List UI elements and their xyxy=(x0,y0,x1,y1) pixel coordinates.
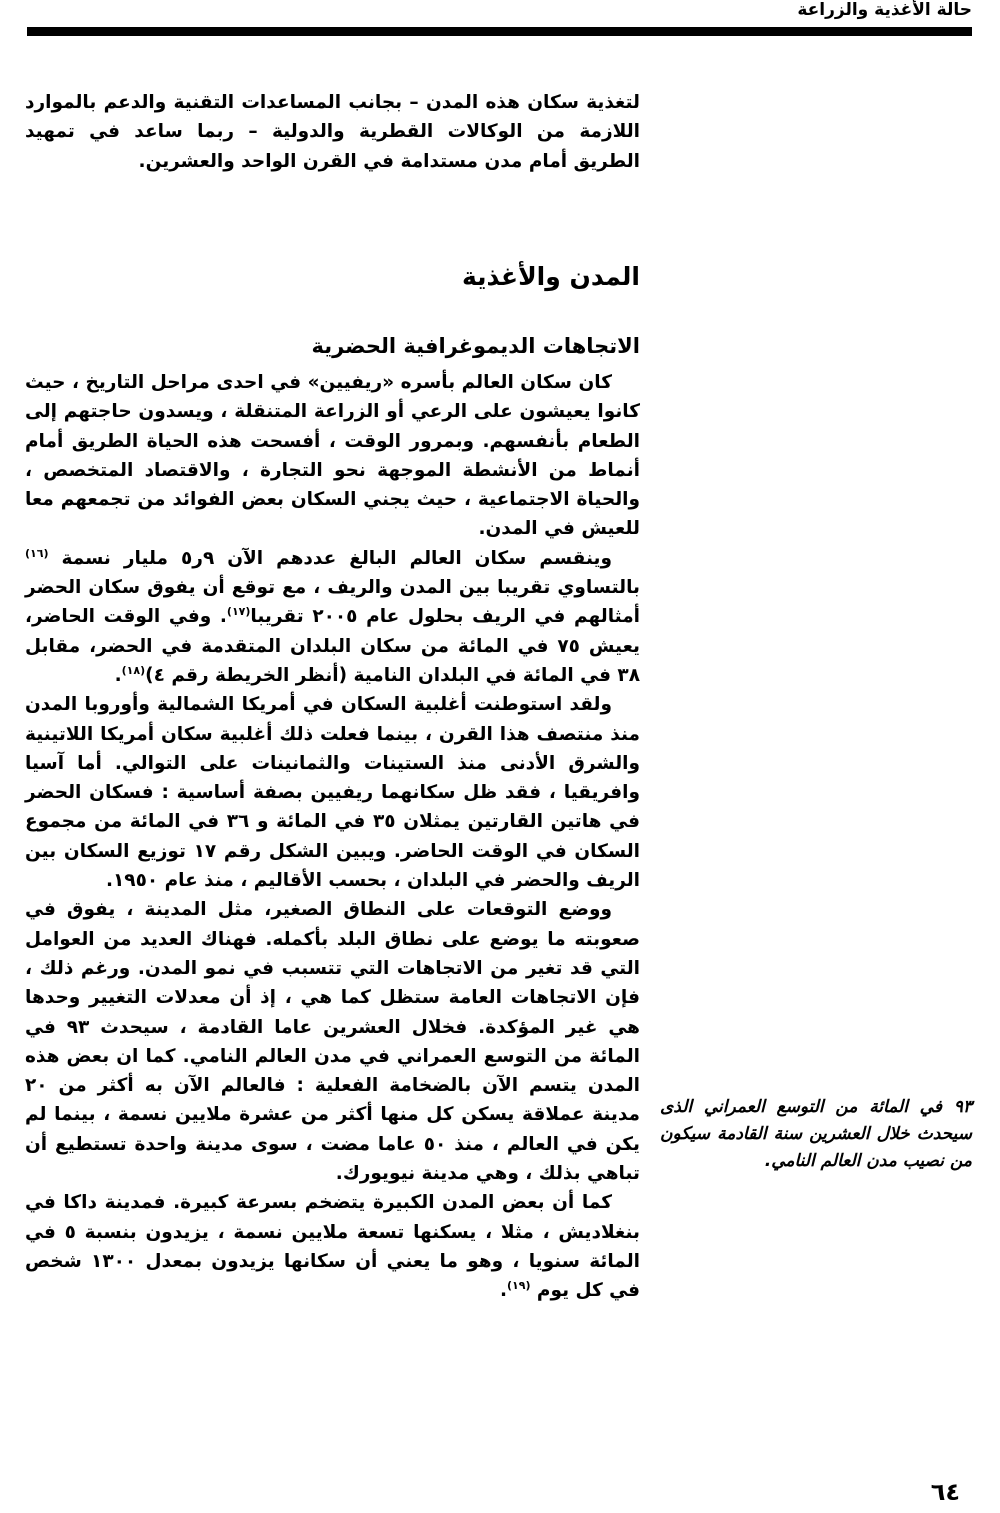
body-paragraph-2 xyxy=(25,544,640,690)
header-rule xyxy=(27,27,972,36)
page-number: ٦٤ xyxy=(930,1478,960,1506)
running-header-title: حالة الأغذية والزراعة xyxy=(797,0,972,20)
body-text xyxy=(25,368,640,1306)
footnote-ref-19: (١٩) xyxy=(506,1279,531,1293)
body-paragraph-4: ووضع التوقعات على النطاق الصغير، مثل المدينة ، يفوق في صعوبته ما يوضع على نطاق البلد بأكمله. فهناك العديد من العوامل التي قد تغير من الاتجاهات التي تتسبب في نمو المدن. ورغم ذلك ، فإن الاتجاهات العامة ستظل كما هي ، إذ أن معدلات التغيير وحدها هي غير المؤكدة. فخلال العشرين عاما القادمة ، سيحدث ٩٣ في المائة من التوسع العمراني في مدن العالم النامي. كما ان بعض هذه المدن يتسم الآن بالضخامة الفعلية : فالعالم الآن به أكثر من ٢٠ مدينة عملاقة يسكن كل منها أكثر من عشرة ملايين نسمة ، بينما لم يكن في العالم ، منذ ٥٠ عاما مضت ، سوى مدينة واحدة تستطيع أن تباهي بذلك ، وهي مدينة نيويورك. xyxy=(25,899,640,1185)
body-paragraph-3: ولقد استوطنت أغلبية السكان في أمريكا الشمالية وأوروبا المدن منذ منتصف هذا القرن ، بينما فعلت ذلك أغلبية سكان أمريكا اللاتينية والشرق الأدنى منذ الستينات والثمانينات على التوالي. أما آسيا وافريقيا ، فقد ظل سكانهما ريفيين بصفة أساسية : فسكان الحضر في هاتين القارتين يمثلان ٣٥ في المائة و ٣٦ في المائة من مجموع السكان في الوقت الحاضر. ويبين الشكل رقم ١٧ توزيع السكان بين الريف والحضر في البلدان ، بحسب الأقاليم ، منذ عام ١٩٥٠. xyxy=(25,694,640,892)
footnote-ref-18: (١٨) xyxy=(121,663,146,677)
paragraph-text: وينقسم سكان العالم البالغ عددهم الآن ٩ر٥ مليار نسمة xyxy=(48,547,612,569)
paragraph-text: . xyxy=(499,1280,507,1302)
body-paragraph-5 xyxy=(25,1188,640,1305)
section-subtitle: الاتجاهات الديموغرافية الحضرية xyxy=(311,334,640,358)
footnote-ref-16: (١٦) xyxy=(25,546,49,560)
body-paragraph-1: كان سكان العالم بأسره «ريفيين» في احدى مراحل التاريخ ، حيث كانوا يعيشون على الرعي أو الزراعة المتنقلة ، ويسدون حاجتهم إلى الطعام بأنفسهم. وبمرور الوقت ، أفسحت هذه الحياة الطريق أمام أنماط من الأنشطة الموجهة نحو التجارة ، والاقتصاد المتخصص ، والحياة الاجتماعية ، حيث يجني السكان بعض الفوائد من تجمعهم معا للعيش في المدن. xyxy=(25,372,640,540)
intro-block xyxy=(25,88,640,176)
paragraph-text: . xyxy=(114,664,122,686)
footnote-ref-17: (١٧) xyxy=(226,605,251,619)
paragraph-text: . وفي الوقت الحاضر، يعيش ٧٥ في المائة من سكان البلدان المتقدمة في الحضر، مقابل ٣٨ في المائة في البلدان النامية (أنظر الخريطة رقم ٤) xyxy=(25,606,640,686)
intro-paragraph: لتغذية سكان هذه المدن – بجانب المساعدات التقنية والدعم بالموارد اللازمة من الوكالات القطرية والدولية – ربما ساعد في تمهيد الطريق أمام مدن مستدامة في القرن الواحد والعشرين. xyxy=(25,92,640,172)
section-title: المدن والأغذية xyxy=(462,262,640,291)
paragraph-text: بالتساوي تقريبا بين المدن والريف ، مع توقع أن يفوق سكان الحضر أمثالهم في الريف بحلول عام ٢٠٠٥ تقريبا xyxy=(25,577,640,628)
pull-quote: ٩٣ في المائة من التوسع العمراني الذى سيحدث خلال العشرين سنة القادمة سيكون من نصيب مدن العالم النامي. xyxy=(660,1097,972,1171)
paragraph-text: كما أن بعض المدن الكبيرة يتضخم بسرعة كبيرة. فمدينة داكا في بنغلاديش ، مثلا ، يسكنها تسعة ملايين نسمة ، يزيدون بنسبة ٥ في المائة سنويا ، وهو ما يعني أن سكانها يزيدون بمعدل ١٣٠٠ شخص في كل يوم xyxy=(25,1192,640,1302)
